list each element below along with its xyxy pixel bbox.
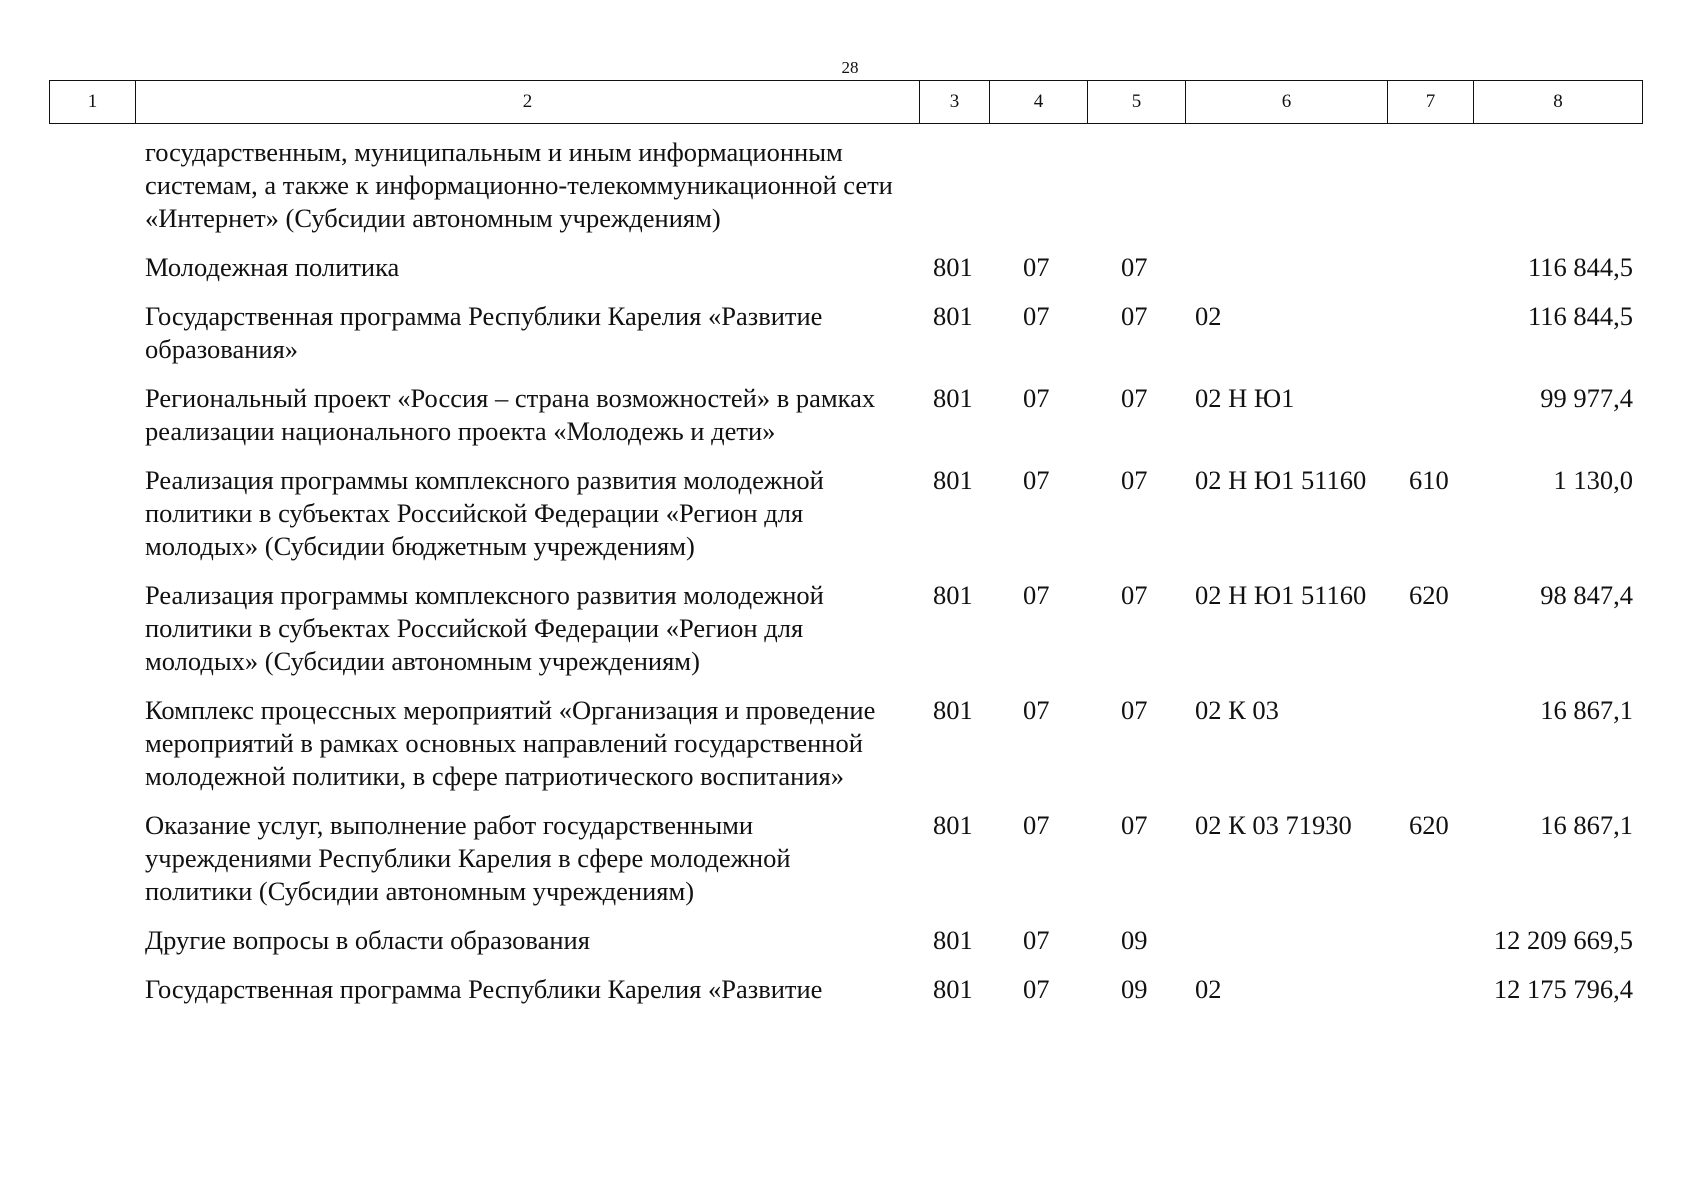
row-col-1 bbox=[49, 575, 135, 690]
row-col-1 bbox=[49, 690, 135, 805]
row-section-code: 07 bbox=[1023, 252, 1050, 282]
row-description: Комплекс процессных мероприятий «Организация и проведение мероприятий в рамках основных направлений государственной молодежной политики, в сфере патриотического воспитания» bbox=[145, 695, 876, 791]
row-ministry-code: 801 bbox=[933, 925, 973, 955]
row-col-1 bbox=[49, 460, 135, 575]
column-number-7: 7 bbox=[1388, 81, 1474, 124]
column-header-table bbox=[49, 80, 1643, 124]
table-row bbox=[49, 460, 1642, 575]
row-section-code bbox=[989, 132, 1087, 247]
row-expense-type bbox=[1387, 247, 1473, 296]
page-number: 28 bbox=[841, 58, 859, 77]
table-row bbox=[49, 247, 1642, 296]
table-row bbox=[49, 920, 1642, 969]
row-description: Оказание услуг, выполнение работ государственными учреждениями Республики Карелия в сфере молодежной политики (Субсидии автономным учреждениям) bbox=[145, 810, 791, 906]
row-col-1 bbox=[49, 378, 135, 460]
row-ministry-code: 801 bbox=[933, 810, 973, 840]
table-row bbox=[49, 805, 1642, 920]
row-subsection-code: 07 bbox=[1121, 810, 1148, 840]
row-target-article: 02 К 03 bbox=[1195, 695, 1279, 725]
row-target-article: 02 bbox=[1195, 301, 1222, 331]
row-ministry-code: 801 bbox=[933, 695, 973, 725]
row-expense-type: 620 bbox=[1409, 810, 1449, 840]
row-amount: 12 175 796,4 bbox=[1493, 974, 1633, 1004]
row-ministry-code: 801 bbox=[933, 301, 973, 331]
row-expense-type bbox=[1387, 969, 1473, 1018]
row-col-1 bbox=[49, 132, 135, 247]
row-expense-type bbox=[1387, 132, 1473, 247]
row-amount: 116 844,5 bbox=[1527, 252, 1633, 282]
row-subsection-code: 07 bbox=[1121, 383, 1148, 413]
row-description: Государственная программа Республики Карелия «Развитие bbox=[145, 974, 823, 1004]
row-ministry-code: 801 bbox=[933, 252, 973, 282]
row-subsection-code: 07 bbox=[1121, 301, 1148, 331]
row-target-article bbox=[1185, 247, 1387, 296]
table-row bbox=[49, 132, 1642, 247]
row-subsection-code: 07 bbox=[1121, 695, 1148, 725]
row-section-code: 07 bbox=[1023, 580, 1050, 610]
row-target-article bbox=[1185, 132, 1387, 247]
budget-table bbox=[49, 132, 1642, 1018]
row-expense-type: 610 bbox=[1409, 465, 1449, 495]
row-expense-type bbox=[1387, 378, 1473, 460]
table-row bbox=[49, 378, 1642, 460]
row-subsection-code: 07 bbox=[1121, 465, 1148, 495]
table-row bbox=[49, 690, 1642, 805]
row-description: Реализация программы комплексного развития молодежной политики в субъектах Российской Федерации «Регион для молодых» (Субсидии автономным учреждениям) bbox=[145, 580, 824, 676]
row-amount: 116 844,5 bbox=[1527, 301, 1633, 331]
row-subsection-code: 07 bbox=[1121, 580, 1148, 610]
row-col-1 bbox=[49, 247, 135, 296]
row-section-code: 07 bbox=[1023, 465, 1050, 495]
row-expense-type bbox=[1387, 920, 1473, 969]
row-expense-type bbox=[1387, 296, 1473, 378]
column-number-6: 6 bbox=[1186, 81, 1388, 124]
row-expense-type bbox=[1387, 690, 1473, 805]
row-col-1 bbox=[49, 296, 135, 378]
column-number-2: 2 bbox=[136, 81, 920, 124]
row-ministry-code: 801 bbox=[933, 974, 973, 1004]
row-subsection-code: 09 bbox=[1121, 925, 1148, 955]
table-row bbox=[49, 296, 1642, 378]
row-ministry-code: 801 bbox=[933, 465, 973, 495]
row-amount bbox=[1473, 132, 1642, 247]
row-amount: 16 867,1 bbox=[1540, 810, 1633, 840]
column-header-row bbox=[50, 81, 1643, 124]
row-description: Государственная программа Республики Карелия «Развитие образования» bbox=[145, 301, 823, 364]
column-number-5: 5 bbox=[1088, 81, 1186, 124]
row-col-1 bbox=[49, 969, 135, 1018]
row-target-article: 02 Н Ю1 51160 bbox=[1195, 580, 1367, 610]
row-description: Другие вопросы в области образования bbox=[145, 925, 590, 955]
row-description: Региональный проект «Россия – страна возможностей» в рамках реализации национального проекта «Молодежь и дети» bbox=[145, 383, 876, 446]
row-ministry-code: 801 bbox=[933, 383, 973, 413]
row-section-code: 07 bbox=[1023, 925, 1050, 955]
row-section-code: 07 bbox=[1023, 810, 1050, 840]
row-description: Реализация программы комплексного развития молодежной политики в субъектах Российской Федерации «Регион для молодых» (Субсидии бюджетным учреждениям) bbox=[145, 465, 824, 561]
row-amount: 16 867,1 bbox=[1540, 695, 1633, 725]
row-amount: 1 130,0 bbox=[1553, 465, 1633, 495]
row-col-1 bbox=[49, 920, 135, 969]
row-target-article: 02 К 03 71930 bbox=[1195, 810, 1352, 840]
row-subsection-code: 07 bbox=[1121, 252, 1148, 282]
row-amount: 98 847,4 bbox=[1540, 580, 1633, 610]
row-ministry-code: 801 bbox=[933, 580, 973, 610]
row-amount: 12 209 669,5 bbox=[1493, 925, 1633, 955]
table-row bbox=[49, 969, 1642, 1018]
row-section-code: 07 bbox=[1023, 695, 1050, 725]
column-number-3: 3 bbox=[920, 81, 990, 124]
column-number-1: 1 bbox=[50, 81, 136, 124]
row-section-code: 07 bbox=[1023, 301, 1050, 331]
column-number-8: 8 bbox=[1474, 81, 1643, 124]
row-amount: 99 977,4 bbox=[1540, 383, 1633, 413]
column-number-4: 4 bbox=[990, 81, 1088, 124]
row-expense-type: 620 bbox=[1409, 580, 1449, 610]
row-col-1 bbox=[49, 805, 135, 920]
row-section-code: 07 bbox=[1023, 383, 1050, 413]
row-target-article: 02 bbox=[1195, 974, 1222, 1004]
row-subsection-code: 09 bbox=[1121, 974, 1148, 1004]
row-description: государственным, муниципальным и иным информационным системам, а также к информационно-телекоммуникационной сети «Интернет» (Субсидии автономным учреждениям) bbox=[145, 137, 893, 233]
table-row bbox=[49, 575, 1642, 690]
row-target-article bbox=[1185, 920, 1387, 969]
row-target-article: 02 Н Ю1 bbox=[1195, 383, 1295, 413]
row-section-code: 07 bbox=[1023, 974, 1050, 1004]
row-description: Молодежная политика bbox=[145, 252, 400, 282]
row-subsection-code bbox=[1087, 132, 1185, 247]
row-target-article: 02 Н Ю1 51160 bbox=[1195, 465, 1367, 495]
row-ministry-code bbox=[919, 132, 989, 247]
